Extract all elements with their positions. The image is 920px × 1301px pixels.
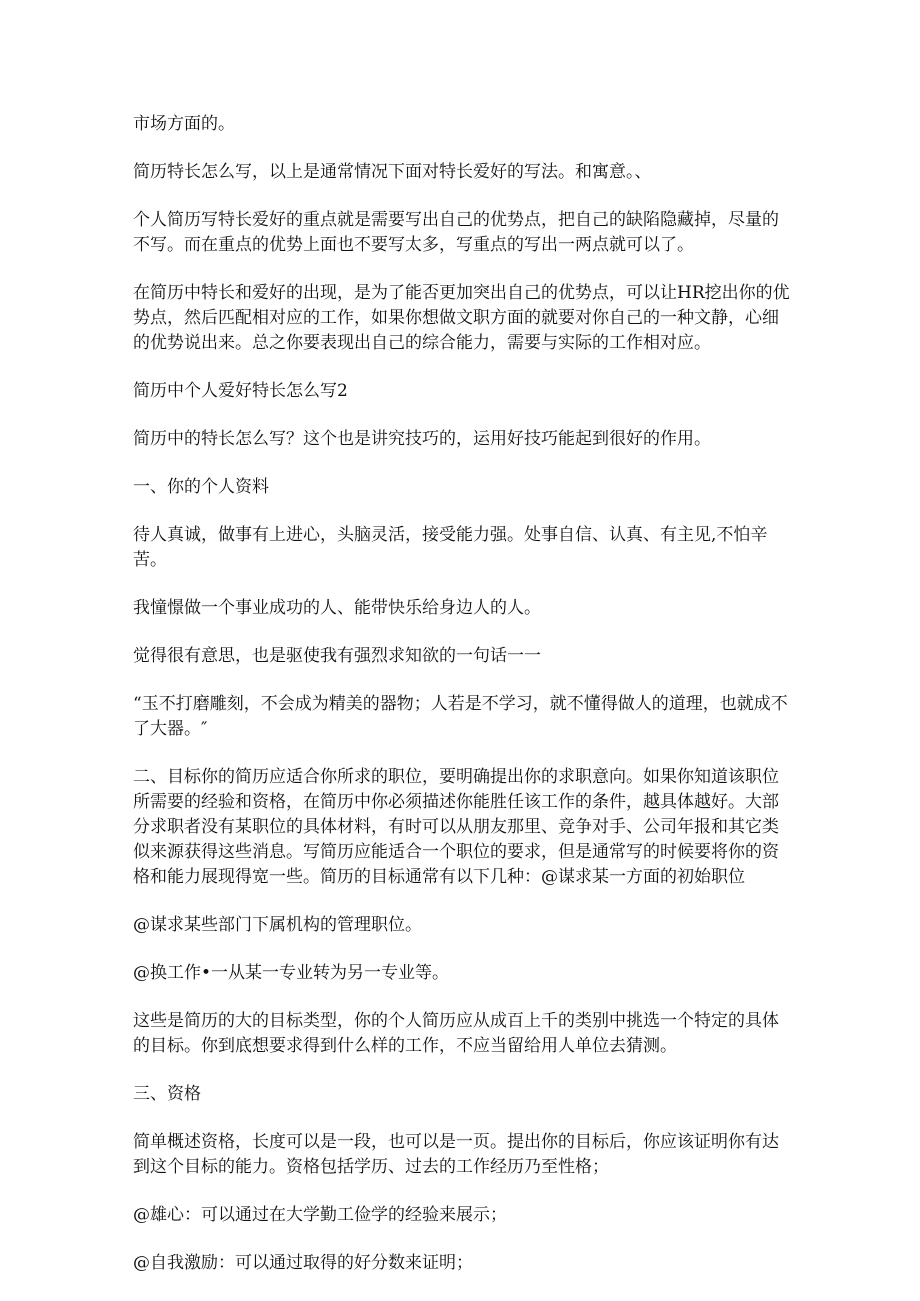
paragraph: 在简历中特长和爱好的出现，是为了能否更加突出自己的优势点，可以让HR挖出你的优势点，然后匹配相对应的工作，如果你想做文职方面的就要对你自己的一种文静，心细的优势说出来。总之你要表现出自己的综合能力，需要与实际的工作相对应。	[133, 283, 790, 353]
section-heading: 三、资格	[133, 1084, 201, 1104]
section-heading: 简历中个人爱好特长怎么写2	[133, 381, 348, 401]
paragraph: 我憧憬做一个事业成功的人、能带快乐给身边人的人。	[133, 598, 541, 618]
paragraph: 个人简历写特长爱好的重点就是需要写出自己的优势点，把自己的缺陷隐藏掉，尽量的不写。而在重点的优势上面也不要写太多，写重点的写出一两点就可以了。	[133, 210, 779, 255]
paragraph: 这些是简历的大的目标类型，你的个人简历应从成百上千的类别中挑选一个特定的具体的目标。你到底想要求得到什么样的工作，不应当留给用人单位去猜测。	[133, 1011, 779, 1056]
paragraph: 简历中的特长怎么写？这个也是讲究技巧的，运用好技巧能起到很好的作用。	[133, 429, 711, 449]
paragraph: 二、目标你的简历应适合你所求的职位，要明确提出你的求职意向。如果你知道该职位所需要的经验和资格，在简历中你必须描述你能胜任该工作的条件，越具体越好。大部分求职者没有某职位的具体材料，有时可以从朋友那里、竞争对手、公司年报和其它类似来源获得这些消息。写简历应能适合一个职位的要求，但是通常写的时候要将你的资格和能力展现得宽一些。简历的目标通常有以下几种：@谋求某一方面的初始职位	[133, 767, 779, 887]
list-item: @自我激励：可以通过取得的好分数来证明；	[133, 1253, 473, 1273]
quote-paragraph: “玉不打磨雕刻，不会成为精美的器物；人若是不学习，就不懂得做人的道理，也就成不了大器。″	[133, 694, 788, 739]
list-item: @换工作•一从某一专业转为另一专业等。	[133, 963, 450, 983]
paragraph: 市场方面的。	[133, 114, 235, 134]
list-item: @谋求某些部门下属机构的管理职位。	[133, 915, 422, 935]
section-heading: 一、你的个人资料	[133, 477, 269, 497]
paragraph: 待人真诚，做事有上进心，头脑灵活，接受能力强。处事自信、认真、有主见,不怕辛苦。	[133, 525, 768, 570]
paragraph: 简单概述资格，长度可以是一段，也可以是一页。提出你的目标后，你应该证明你有达到这个目标的能力。资格包括学历、过去的工作经历乃至性格；	[133, 1132, 779, 1177]
paragraph: 简历特长怎么写，以上是通常情况下面对特长爱好的写法。和寓意。、	[133, 162, 652, 182]
list-item: @雄心：可以通过在大学勤工俭学的经验来展示；	[133, 1205, 507, 1225]
paragraph: 觉得很有意思，也是驱使我有强烈求知欲的一句话一一	[133, 646, 541, 666]
document-body	[133, 112, 793, 1299]
